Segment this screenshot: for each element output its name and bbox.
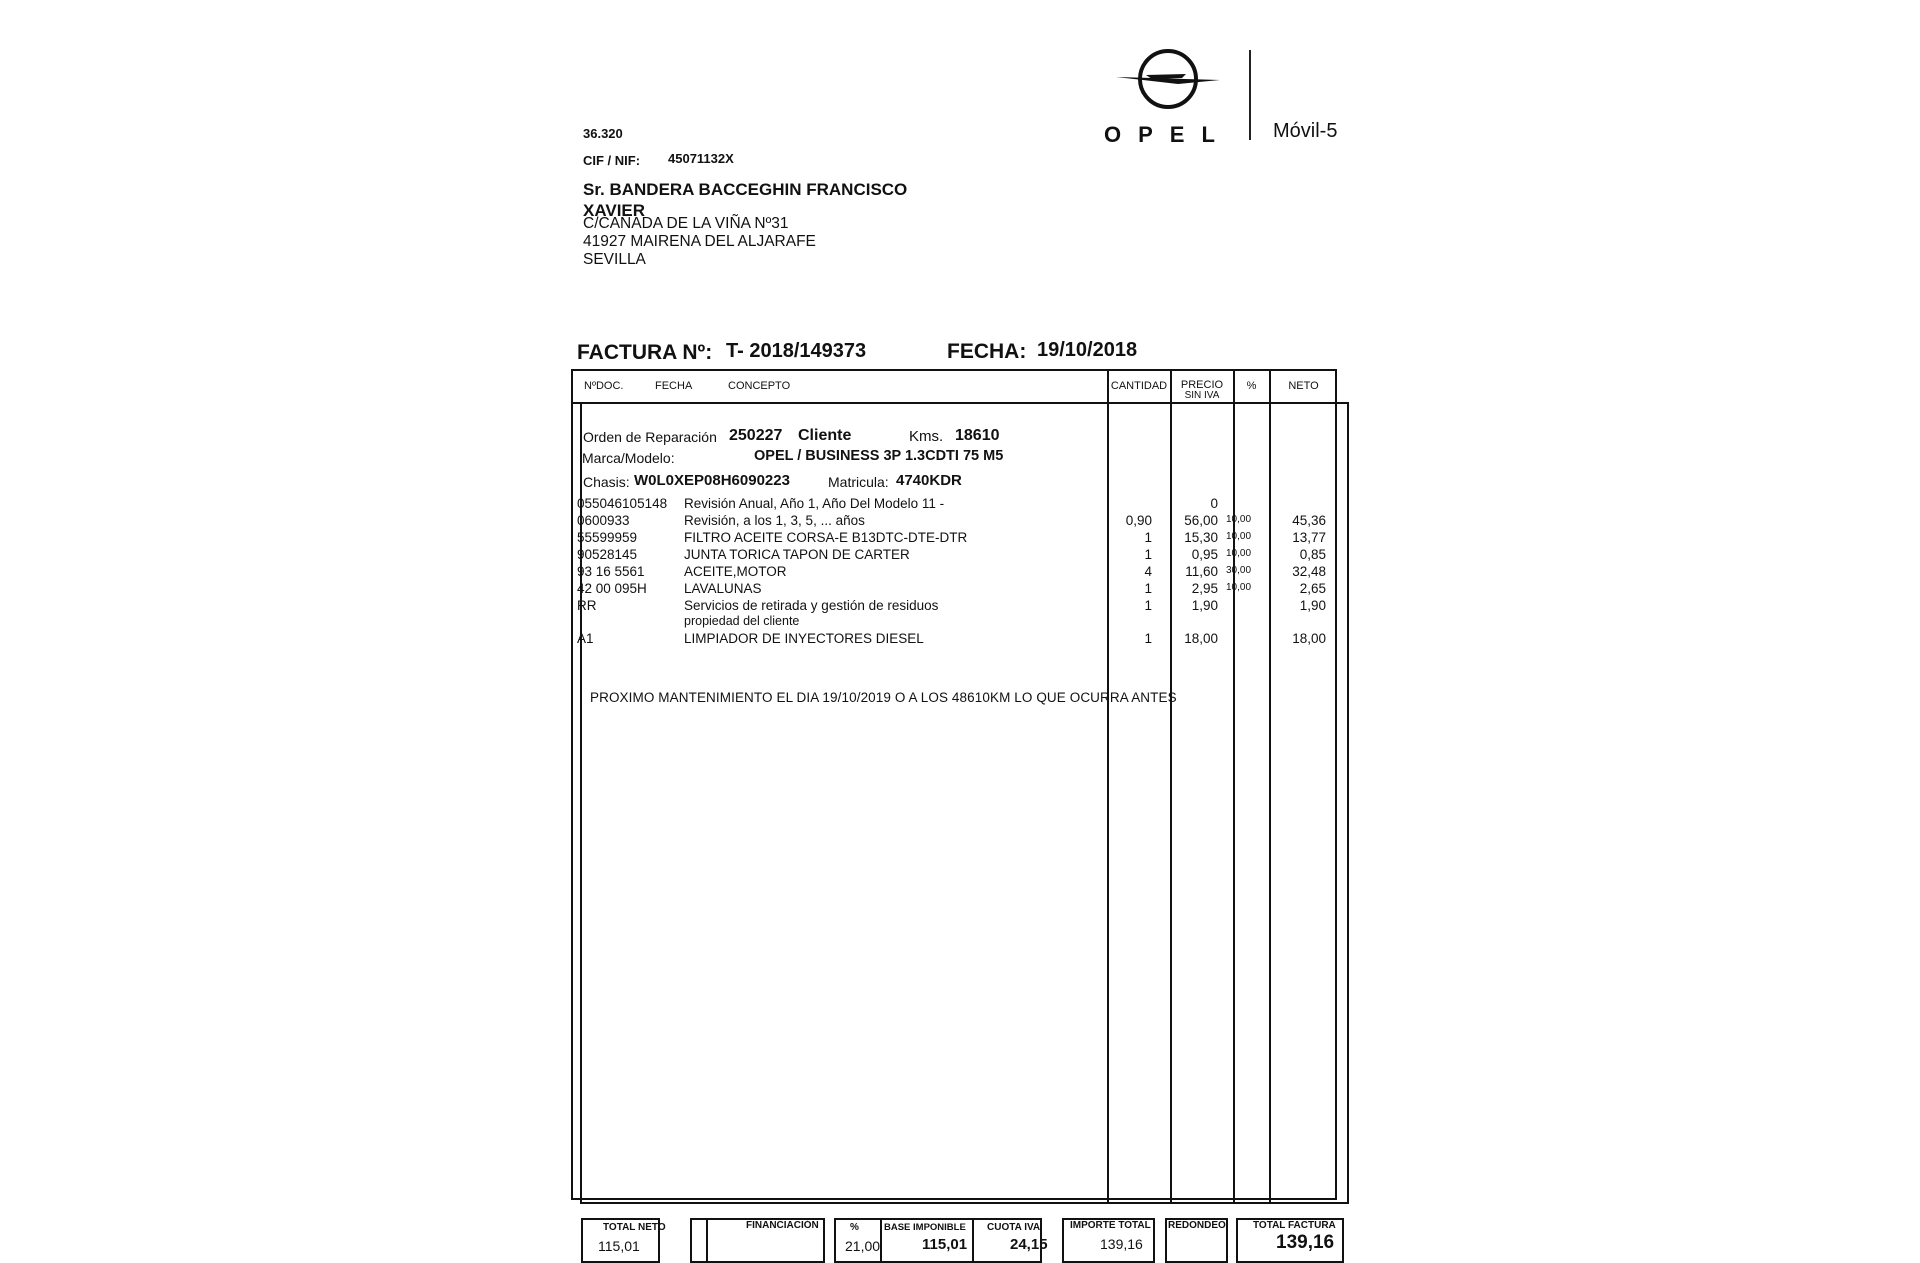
client-address-line1: C/CAÑADA DE LA VIÑA Nº31 bbox=[583, 215, 789, 232]
iva-divider bbox=[972, 1218, 974, 1263]
line-price: 56,00 bbox=[1184, 513, 1218, 528]
dealer-name: Móvil-5 bbox=[1273, 120, 1338, 142]
chasis-value: W0L0XEP08H6090223 bbox=[634, 472, 790, 489]
line-description: LIMPIADOR DE INYECTORES DIESEL bbox=[684, 631, 924, 646]
iva-divider bbox=[880, 1218, 882, 1263]
brand-wordmark: OPEL bbox=[1104, 122, 1232, 147]
line-net: 0,85 bbox=[1299, 547, 1326, 562]
column-divider bbox=[1107, 370, 1109, 1202]
client-city: SEVILLA bbox=[583, 251, 646, 268]
line-pct: 10,00 bbox=[1226, 531, 1252, 542]
financiacion-divider bbox=[706, 1218, 708, 1263]
column-divider bbox=[1233, 370, 1235, 1202]
line-qty: 1 bbox=[1144, 530, 1152, 545]
importe-total-label: IMPORTE TOTAL bbox=[1070, 1220, 1151, 1231]
line-qty: 4 bbox=[1144, 564, 1152, 579]
total-neto-value: 115,01 bbox=[598, 1238, 640, 1254]
line-price: 11,60 bbox=[1185, 564, 1218, 579]
total-factura-value: 139,16 bbox=[1276, 1232, 1335, 1253]
base-imponible-label: BASE IMPONIBLE bbox=[884, 1222, 966, 1233]
line-pct: 10,00 bbox=[1226, 548, 1252, 559]
opel-logo bbox=[1108, 42, 1228, 122]
header-precio: PRECIO bbox=[1180, 379, 1224, 391]
pct-label: % bbox=[850, 1222, 859, 1233]
line-code: 42 00 095H bbox=[577, 581, 647, 596]
header-fecha: FECHA bbox=[655, 380, 693, 392]
total-factura-label: TOTAL FACTURA bbox=[1253, 1220, 1336, 1231]
line-net: 1,90 bbox=[1299, 598, 1326, 613]
base-imponible-value: 115,01 bbox=[922, 1236, 968, 1253]
invoice-number-label: FACTURA Nº: bbox=[577, 341, 713, 364]
client-address-line2: 41927 MAIRENA DEL ALJARAFE bbox=[583, 233, 816, 250]
line-code: A1 bbox=[577, 631, 594, 646]
line-qty: 1 bbox=[1144, 598, 1152, 613]
header-ndoc: NºDOC. bbox=[584, 380, 624, 392]
line-code: 90528145 bbox=[577, 547, 638, 562]
line-description: ACEITE,MOTOR bbox=[684, 564, 787, 579]
invoice-number: T- 2018/149373 bbox=[726, 340, 867, 362]
line-description: propiedad del cliente bbox=[684, 614, 800, 628]
line-description: Revisión, a los 1, 3, 5, ... años bbox=[684, 513, 865, 528]
line-qty: 0,90 bbox=[1125, 513, 1152, 528]
line-price: 0,95 bbox=[1191, 547, 1218, 562]
line-description: FILTRO ACEITE CORSA-E B13DTC-DTE-DTR bbox=[684, 530, 968, 545]
line-description: Revisión Anual, Año 1, Año Del Modelo 11 - bbox=[684, 496, 945, 511]
cif-label: CIF / NIF: bbox=[583, 153, 641, 168]
line-description: Servicios de retirada y gestión de residuos bbox=[684, 598, 939, 613]
importe-total-value: 139,16 bbox=[1100, 1236, 1143, 1252]
invoice-date: 19/10/2018 bbox=[1037, 339, 1138, 361]
line-price: 0 bbox=[1210, 496, 1218, 511]
line-net: 45,36 bbox=[1292, 513, 1326, 528]
line-qty: 1 bbox=[1144, 631, 1152, 646]
header-sin-iva: SIN IVA bbox=[1184, 390, 1220, 401]
logo-divider bbox=[1249, 50, 1251, 140]
order-label: Orden de Reparación bbox=[583, 429, 717, 445]
chasis-label: Chasis: bbox=[583, 474, 630, 490]
cuota-iva-label: CUOTA IVA bbox=[987, 1222, 1041, 1233]
line-net: 32,48 bbox=[1292, 564, 1326, 579]
order-number: 250227 bbox=[729, 427, 783, 444]
line-price: 1,90 bbox=[1191, 598, 1218, 613]
line-description: LAVALUNAS bbox=[684, 581, 762, 596]
pct-value: 21,00 bbox=[845, 1238, 881, 1254]
kms-value: 18610 bbox=[955, 427, 1000, 444]
matricula-label: Matricula: bbox=[828, 474, 889, 490]
line-pct: 30,00 bbox=[1226, 565, 1252, 576]
opel-blitz-icon bbox=[1108, 42, 1228, 117]
line-pct: 10,00 bbox=[1226, 514, 1252, 525]
header-cantidad: CANTIDAD bbox=[1110, 380, 1168, 392]
line-net: 13,77 bbox=[1292, 530, 1326, 545]
line-net: 2,65 bbox=[1299, 581, 1326, 596]
column-divider bbox=[1269, 370, 1271, 1202]
line-qty: 1 bbox=[1144, 581, 1152, 596]
line-pct: 10,00 bbox=[1226, 582, 1252, 593]
financiacion-label: FINANCIACIÓN bbox=[746, 1220, 819, 1231]
marca-label: Marca/Modelo: bbox=[582, 450, 675, 466]
line-code: RR bbox=[577, 598, 597, 613]
cuota-iva-value: 24,15 bbox=[1010, 1236, 1048, 1253]
client-name: Sr. BANDERA BACCEGHIN FRANCISCO XAVIER bbox=[583, 180, 908, 220]
line-code: 055046105148 bbox=[577, 496, 668, 511]
line-code: 93 16 5561 bbox=[577, 564, 645, 579]
line-code: 55599959 bbox=[577, 530, 638, 545]
header-pct: % bbox=[1246, 380, 1257, 392]
invoice-date-label: FECHA: bbox=[947, 340, 1027, 363]
total-neto-label: TOTAL NETO bbox=[603, 1222, 666, 1233]
line-net: 18,00 bbox=[1292, 631, 1326, 646]
kms-label: Kms. bbox=[909, 428, 944, 445]
maintenance-note: PROXIMO MANTENIMIENTO EL DIA 19/10/2019 O A LOS 48610KM LO QUE OCURRA ANTES bbox=[590, 690, 1177, 705]
line-price: 15,30 bbox=[1184, 530, 1218, 545]
line-qty: 1 bbox=[1144, 547, 1152, 562]
marca-value: OPEL / BUSINESS 3P 1.3CDTI 75 M5 bbox=[754, 448, 1004, 464]
line-price: 18,00 bbox=[1184, 631, 1218, 646]
header-concepto: CONCEPTO bbox=[728, 380, 791, 392]
reference-number: 36.320 bbox=[583, 126, 623, 141]
line-description: JUNTA TORICA TAPON DE CARTER bbox=[684, 547, 910, 562]
redondeo-label: REDONDEO bbox=[1168, 1220, 1226, 1231]
order-cliente: Cliente bbox=[798, 427, 852, 444]
header-neto: NETO bbox=[1288, 380, 1319, 392]
matricula-value: 4740KDR bbox=[896, 472, 962, 489]
cif-value: 45071132X bbox=[668, 151, 734, 166]
line-price: 2,95 bbox=[1191, 581, 1218, 596]
line-code: 0600933 bbox=[577, 513, 630, 528]
